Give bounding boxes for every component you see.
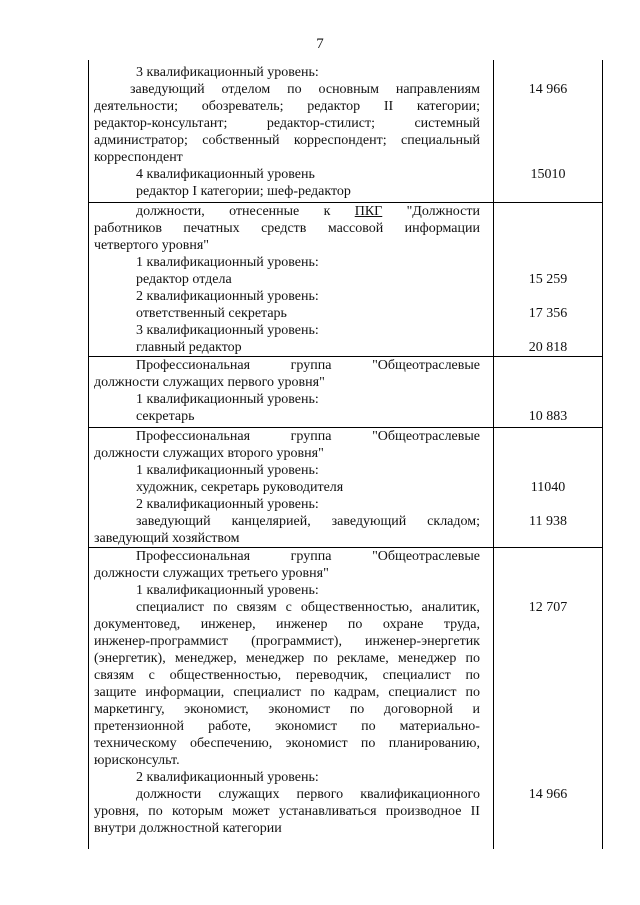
text-line: внутри должностной категории [94,821,282,836]
text-line: редактор I категории; шеф-редактор [136,184,351,199]
qualification-level-label: 3 квалификационный уровень: [136,323,319,338]
text-line: инженер-программист (программист), инженер-энергетик [94,634,480,649]
text-line: должности служащих первого квалификационного [136,787,480,802]
qualification-level-label: 1 квалификационный уровень: [136,463,319,478]
group-title-line: Профессиональная группа "Общеотраслевые [136,549,480,564]
text-line: художник, секретарь руководителя [136,480,344,495]
qualification-level-label: 2 квалификационный уровень: [136,289,319,304]
text-line: уровня, по которым может устанавливаться производное II [94,804,480,819]
text-line: секретарь [136,409,195,424]
qualification-level-label: 1 квалификационный уровень: [136,255,319,270]
text-line: редактор-консультант; редактор-стилист; системный [94,116,480,131]
text-line: защите информации, специалист по кадрам, специалист по [94,685,480,700]
qualification-level-label: 2 квалификационный уровень: [136,770,319,785]
salary-value: 12 707 [528,600,568,615]
group-title-line: должности служащих третьего уровня" [94,566,329,581]
text-line: главный редактор [136,340,242,355]
text-line: заведующий отделом по основным направлениям [130,82,480,97]
group-title-line: должности, отнесенные к ПКГ "Должности [136,204,480,219]
text-line: редактор отдела [136,272,232,287]
group-title-line: четвертого уровня" [94,238,210,253]
qualification-level-label: 3 квалификационный уровень: [136,65,319,80]
text-line: претензионной работе, экономист по материально- [94,719,480,734]
qualification-level-label: 1 квалификационный уровень: [136,392,319,407]
salary-value: 11 938 [529,514,567,529]
text-line: заведующий канцелярией, заведующий складом; [136,514,480,529]
group-title-line: должности служащих второго уровня" [94,446,324,461]
text-line: специалист по связям с общественностью, аналитик, [136,600,480,615]
text-line: администратор; собственный корреспондент; специальный [94,133,480,148]
group-title-line: должности служащих первого уровня" [94,375,325,390]
salary-value: 20 818 [528,340,568,355]
group-title-line: Профессиональная группа "Общеотраслевые [136,429,480,444]
text-line: юрисконсульт. [94,753,180,768]
text-line: ответственный секретарь [136,306,287,321]
salary-value: 11040 [530,480,566,495]
text-line: документовед, инженер, инженер по охране труда, [94,617,480,632]
text-line: корреспондент [94,150,183,165]
salary-value: 14 966 [528,82,568,97]
text-line: (энергетик), менеджер, менеджер по рекламе, менеджер по [94,651,480,666]
salary-value: 15010 [530,167,566,182]
salary-value: 15 259 [528,272,568,287]
text-line: деятельности; обозреватель; редактор II категории; [94,99,480,114]
qualification-level-label: 2 квалификационный уровень: [136,497,319,512]
salary-value: 14 966 [528,787,568,802]
salary-value: 10 883 [528,409,568,424]
qualification-level-label: 1 квалификационный уровень: [136,583,319,598]
group-title-line: работников печатных средств массовой информации [94,221,480,236]
page-number: 7 [316,36,324,52]
text-line: техническому обеспечению, экономист по планированию, [94,736,480,751]
text-line: заведующий хозяйством [94,531,240,546]
group-title-line: Профессиональная группа "Общеотраслевые [136,358,480,373]
qualification-level-label: 4 квалификационный уровень [136,167,315,182]
text-line: связям с общественностью, переводчик, специалист по [94,668,480,683]
text-line: маркетингу, экономист, экономист по договорной и [94,702,480,717]
salary-value: 17 356 [528,306,568,321]
